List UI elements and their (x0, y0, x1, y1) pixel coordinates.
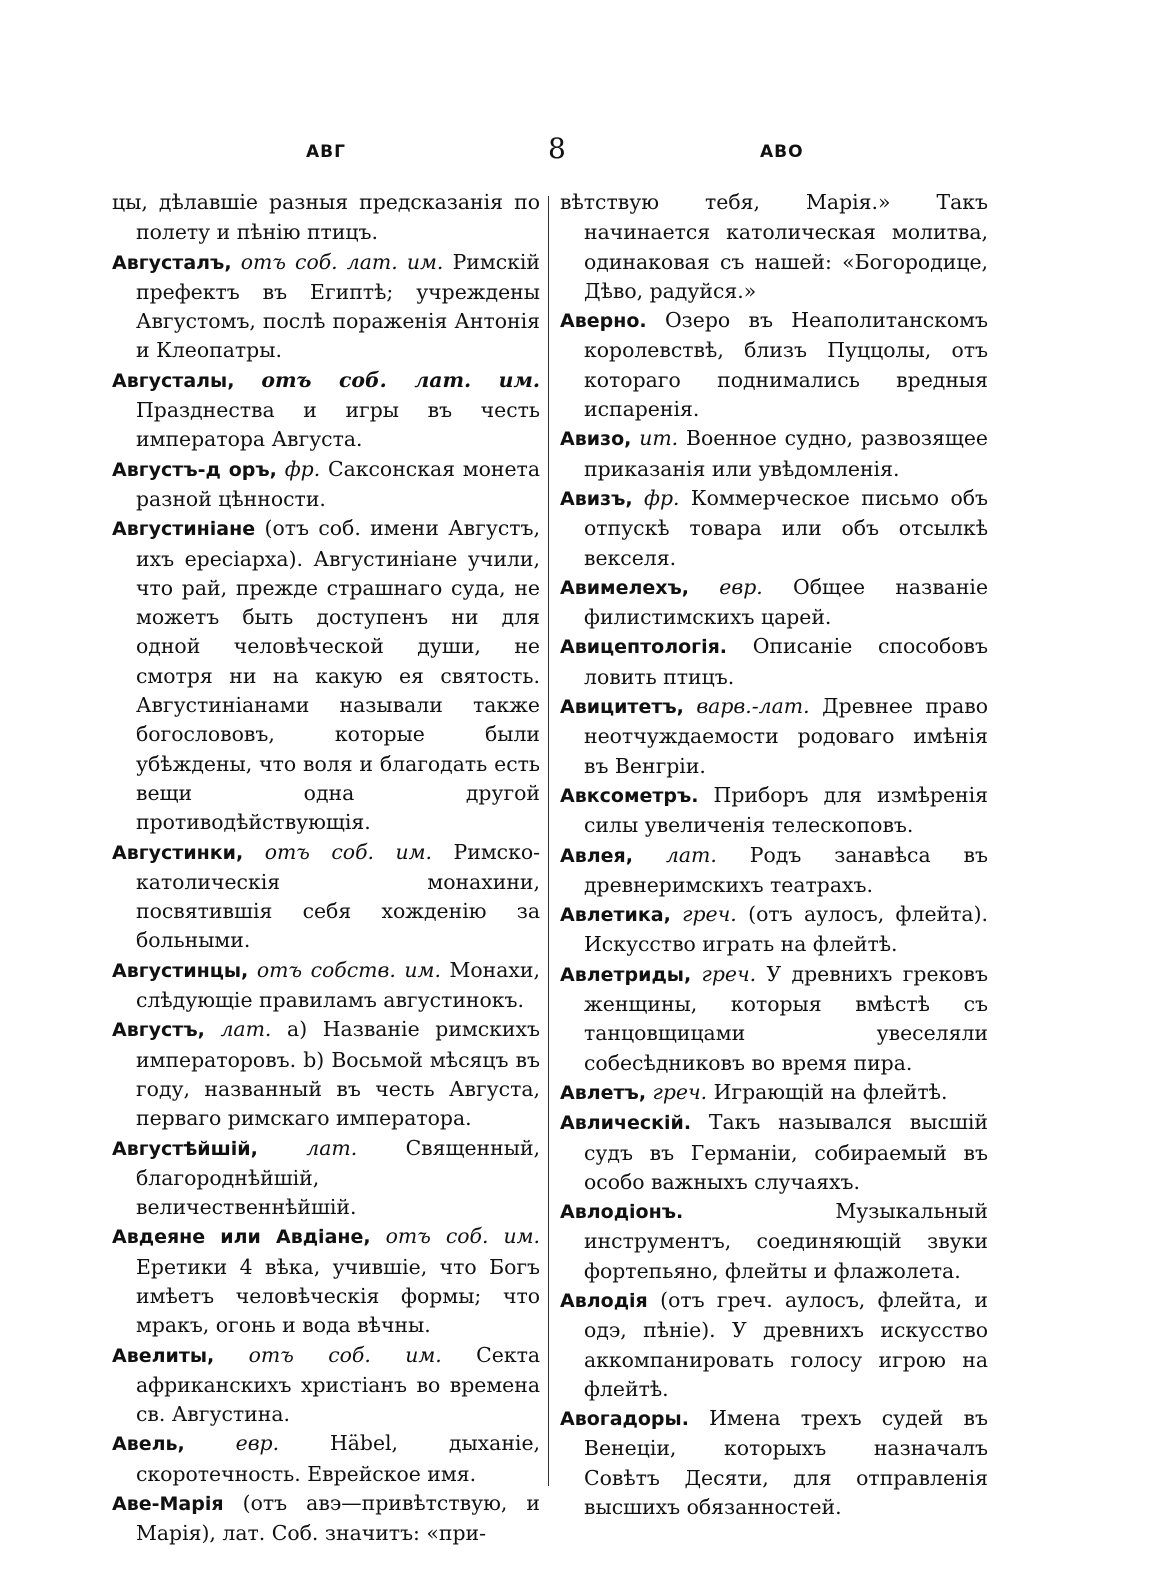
dictionary-entry (112, 1489, 540, 1549)
dictionary-entry (112, 514, 540, 837)
entry-headword: Августинки, (112, 841, 244, 864)
entry-text: (отъ авэ—привѣтствую, и Марія), лат. Соб. значитъ: «при- (136, 1491, 540, 1546)
entry-label: фр. (643, 485, 680, 510)
entry-headword: Авдеяне или Авдіане, (112, 1226, 371, 1249)
header-left-guide-word: АВГ (306, 142, 346, 162)
entry-text: Коммерческое письмо объ отпускѣ товара или объ отсылкѣ векселя. (584, 485, 989, 570)
right-column (560, 188, 988, 1522)
entry-headword: Августинцы, (112, 959, 249, 982)
entry-text: Описаніе способовъ ловить птицъ. (584, 634, 989, 689)
entry-headword: Авимелехъ, (560, 576, 690, 599)
entry-headword: Августалы, (112, 369, 235, 392)
column-divider (548, 196, 549, 1486)
dictionary-entry (560, 841, 988, 901)
entry-headword: Авелиты, (112, 1344, 215, 1367)
entry-text: Римско-католическія монахини, посвятившія себя хожденію за больными. (136, 839, 541, 953)
entry-label: евр. (235, 1431, 280, 1456)
dictionary-entry (112, 188, 540, 248)
dictionary-entry (560, 1404, 988, 1522)
dictionary-entry (112, 248, 540, 366)
dictionary-entry (112, 366, 540, 455)
dictionary-entry (112, 838, 540, 956)
entry-text: Играющій на флейтѣ. (713, 1079, 948, 1104)
entry-headword: Августѣйшій, (112, 1137, 258, 1160)
dictionary-entry (560, 1078, 988, 1108)
entry-label: греч. (682, 902, 737, 927)
entry-headword: Авлическій. (560, 1112, 692, 1135)
entry-text: Древнее право неотчуждаемости родоваго имѣнія въ Венгріи. (584, 694, 988, 778)
entry-text: Häbel, дыханіе, скоротечность. Еврейское имя. (136, 1431, 540, 1486)
dictionary-entry (560, 781, 988, 841)
entry-text: Общее названіе филистимскихъ царей. (584, 574, 989, 630)
entry-label: отъ соб. лат. им. (261, 367, 540, 392)
entry-text: Еретики 4 вѣка, учившіе, что Богъ имѣетъ человѣческія формы; что мракъ, огонь и вода вѣчны. (136, 1254, 540, 1338)
entry-label: греч. (701, 961, 757, 986)
entry-headword: Авель, (112, 1433, 185, 1456)
entry-headword: Августалъ, (112, 251, 232, 274)
entry-label: отъ соб. им. (385, 1224, 541, 1249)
entry-text: У древнихъ грековъ женщины, которыя вмѣстѣ съ танцовщицами увеселяли собесѣдниковъ во время пира. (584, 961, 988, 1075)
dictionary-entry (560, 188, 988, 306)
entry-label: ит. (639, 426, 679, 451)
dictionary-entry (112, 956, 540, 1016)
entry-headword: Августъ, (112, 1019, 205, 1042)
running-head (0, 132, 1163, 174)
entry-headword: Авлетъ, (560, 1081, 647, 1104)
dictionary-entry (112, 1341, 540, 1430)
entry-text: Саксонская монета разной цѣнности. (136, 456, 540, 511)
dictionary-entry (112, 1222, 540, 1340)
dictionary-entry (560, 424, 988, 484)
entry-headword: Авлодія (560, 1289, 648, 1312)
entry-headword: Авицитетъ, (560, 696, 684, 719)
header-right-guide-word: АВО (760, 142, 804, 162)
entry-headword: Авлетриды, (560, 963, 692, 986)
entry-label: отъ соб. им. (264, 839, 433, 864)
dictionary-entry (112, 1015, 540, 1133)
entry-headword: Августъ-д оръ, (112, 458, 277, 481)
entry-text: Озеро въ Неаполитанскомъ королевствѣ, близъ Пуццолы, отъ котораго поднимались вредныя испаренія. (584, 308, 988, 422)
dictionary-entry (560, 692, 988, 781)
entry-headword: Авизо, (560, 428, 632, 451)
dictionary-entry (560, 960, 988, 1078)
entry-headword: Авлодіонъ. (560, 1201, 684, 1224)
entry-text: Приборъ для измѣренія силы увеличенія телескоповъ. (584, 782, 988, 838)
entry-text: Секта африканскихъ христіанъ во времена св. Августина. (136, 1342, 541, 1427)
dictionary-entry (560, 900, 988, 960)
page-number: 8 (548, 132, 566, 165)
left-column (112, 188, 540, 1549)
dictionary-entry (560, 1108, 988, 1197)
entry-headword: Авксометръ. (560, 784, 699, 807)
entry-text: Празднества и игры въ честь императора Августа. (136, 398, 540, 452)
dictionary-entry (560, 484, 988, 573)
entry-text: Священный, благороднѣйшій, величественнѣйшій. (136, 1135, 541, 1220)
entry-label: лат. (220, 1017, 272, 1042)
entry-headword: Аверно. (560, 310, 647, 333)
dictionary-entry (560, 632, 988, 692)
entry-text: а) Названіе римскихъ императоровъ. b) Восьмой мѣсяцъ въ году, названный въ честь Августа, перваго римскаго императора. (136, 1017, 540, 1131)
entry-headword: Августиніане (112, 518, 256, 541)
entry-headword: Авицептологія. (560, 636, 728, 659)
entry-label: евр. (719, 574, 763, 599)
entry-text: Имена трехъ судей въ Венеціи, которыхъ назначалъ Совѣтъ Десяти, для отправленія высшихъ обязанностей. (584, 1406, 989, 1520)
entry-text: Военное судно, развозящее приказанія или увѣдомленія. (584, 426, 989, 481)
entry-text: Такъ назывался высшій судъ въ Германіи, собираемый въ особо важныхъ случаяхъ. (584, 1110, 989, 1194)
entry-text: вѣтствую тебя, Марія.» Такъ начинается католическая молитва, одинаковая съ нашей: «Богородице, Дѣво, радуйся.» (560, 190, 988, 303)
entry-text: (отъ соб. имени Августъ, ихъ ересіарха). Августиніане учили, что рай, прежде страшнаго суда, не можетъ быть доступенъ ни для одной человѣческой души, не смотря ни на какую ея святость. Августиніанами называли также богослововъ, которые были убѣждены, что воля и благодать есть вещи одна другой противодѣйствующія. (136, 516, 540, 835)
entry-text: Родъ занавѣса въ древнеримскихъ театрахъ. (584, 842, 989, 897)
entry-label: лат. (306, 1135, 358, 1160)
entry-label: фр. (284, 456, 321, 481)
entry-label: отъ собств. им. (256, 957, 441, 982)
dictionary-entry (112, 455, 540, 515)
entry-text: Римскій префектъ въ Египтѣ; учреждены Августомъ, послѣ пораженія Антонія и Клеопатры. (136, 249, 541, 363)
dictionary-entry (560, 306, 988, 424)
entry-headword: Авизъ, (560, 487, 633, 510)
entry-text: (отъ греч. аулосъ, флейта, и одэ, пѣніе). У древнихъ искусство аккомпанировать голосу игрою на флейтѣ. (584, 1287, 989, 1401)
entry-label: отъ соб. лат. им. (240, 249, 444, 274)
dictionary-entry (560, 573, 988, 633)
dictionary-entry (112, 1134, 540, 1223)
entry-label: греч. (652, 1079, 708, 1104)
entry-headword: Авогадоры. (560, 1408, 689, 1431)
entry-label: варв.-лат. (696, 694, 810, 719)
dictionary-entry (560, 1197, 988, 1286)
dictionary-entry (560, 1286, 988, 1404)
entry-text: (отъ аулосъ, флейта). Искусство играть на флейтѣ. (584, 902, 989, 957)
entry-label: отъ соб. им. (248, 1342, 442, 1367)
entry-label: лат. (665, 842, 717, 867)
entry-headword: Авлея, (560, 844, 633, 867)
entry-text: цы, дѣлавшіе разныя предсказанія по полету и пѣнію птицъ. (112, 190, 540, 245)
entry-text: Монахи, слѣдующіе правиламъ августинокъ. (136, 957, 541, 1013)
entry-text: Музыкальный инструментъ, соединяющій звуки фортепьяно, флейты и флажолета. (584, 1199, 988, 1283)
dictionary-entry (112, 1429, 540, 1489)
entry-headword: Аве-Марія (112, 1493, 224, 1516)
entry-headword: Авлетика, (560, 904, 671, 927)
